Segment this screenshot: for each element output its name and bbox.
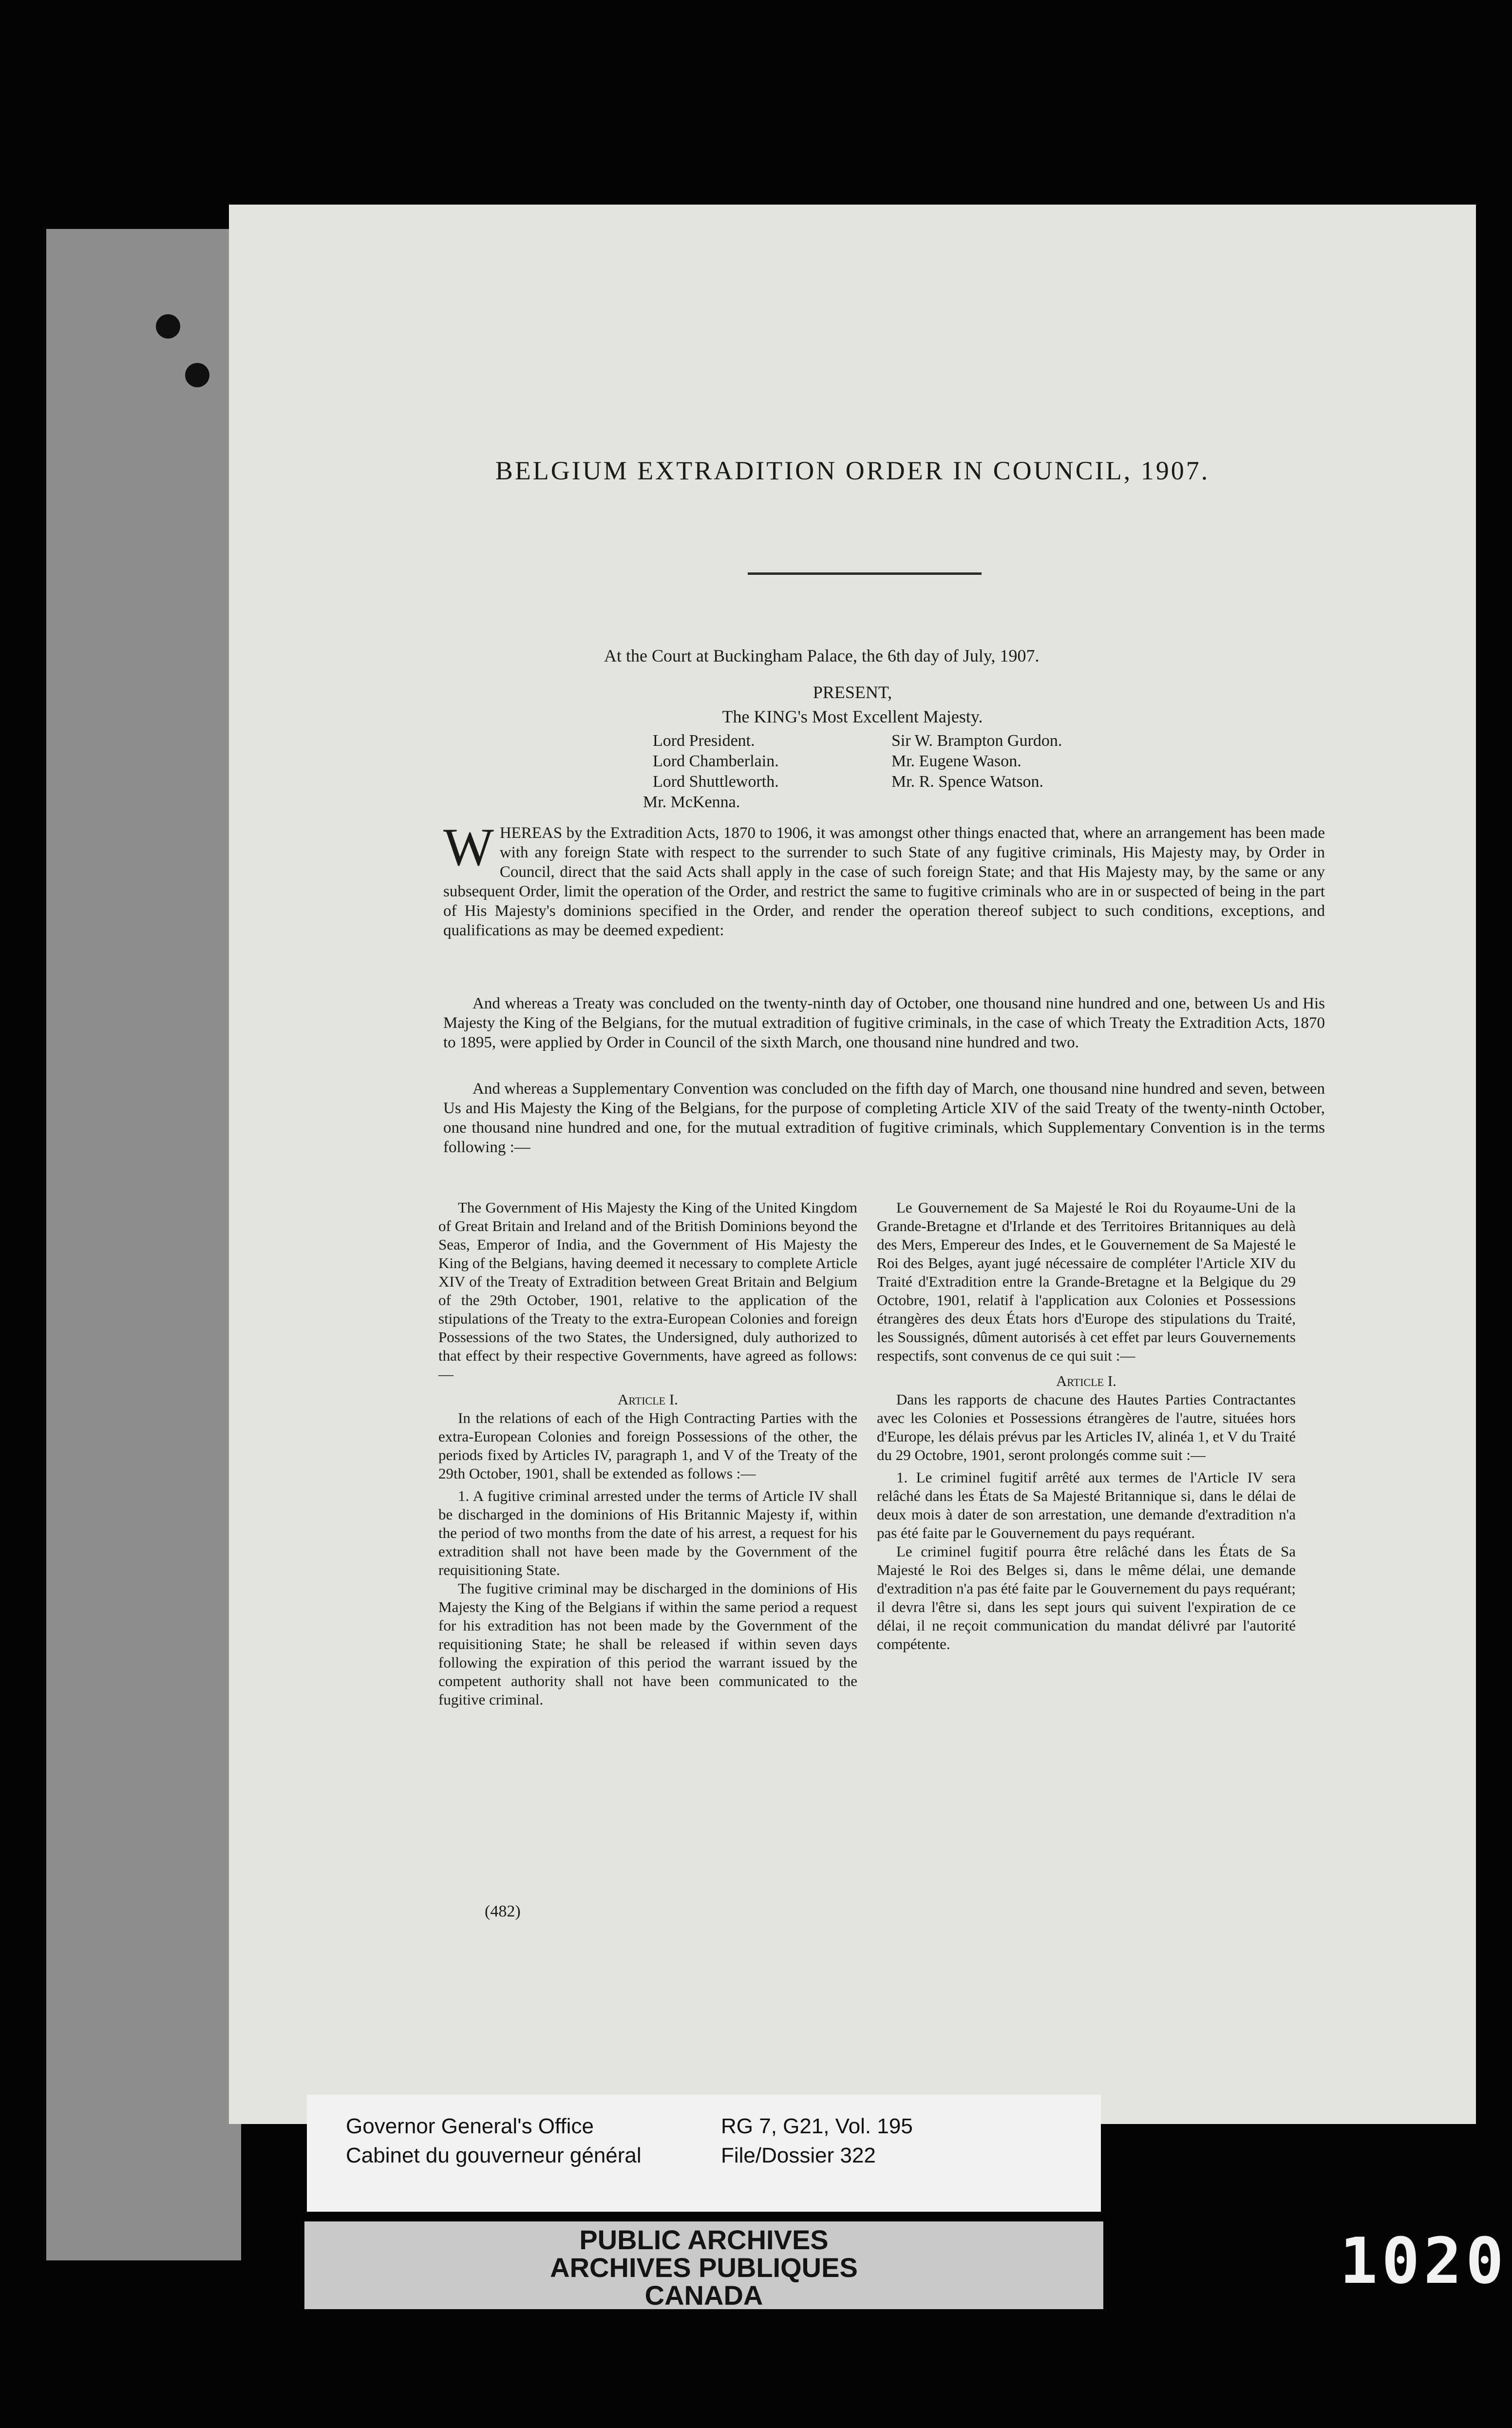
whereas-paragraph-1 bbox=[443, 817, 1325, 940]
punch-hole bbox=[185, 363, 209, 387]
french-clause-2: Le criminel fugitif pourra être relâché dans les États de Sa Majesté le Roi des Belges si, dans le même délai, une demande d'extradition n'a pas été faite par le Gouvernement du pays requérant; il devra l'être si, dans les sept jours qui suivent l'expiration de ce délai, il ne reçoit communication du mandat délivré par l'autorité compétente. bbox=[877, 1543, 1296, 1652]
french-preamble: Le Gouvernement de Sa Majesté le Roi du Royaume-Uni de la Grande-Bretagne et d'Irlande et des Territoires Britanniques au delà des Mers, Empereur des Indes, et le Gouvernement de Sa Majesté le Roi des Belges, ayant jugé nécessaire de compléter l'Article XIV du Traité d'Extradition entre la Grande-Bretagne et la Belgique du 29 Octobre, 1901, relatif à l'application aux Colonies et Possessions étrangères des deux États hors d'Europe des stipulations du Traité, les Soussignés, dûment autorisés à cet effet par leurs Gouvernements respectifs, sont convenus de ce qui suit :— bbox=[877, 1199, 1296, 1364]
council-member: Mr. Eugene Wason. bbox=[891, 752, 1021, 770]
council-member: Lord Shuttleworth. bbox=[653, 773, 779, 791]
french-article-heading: Article I. bbox=[1056, 1372, 1116, 1389]
whereas-paragraph-3: And whereas a Supplementary Convention was concluded on the fifth day of March, one thousand nine hundred and seven, between Us and His Majesty the King of the Belgians, for the purpose of completing Article XIV of the said Treaty of the twenty-ninth October, one thousand nine hundred and one, for the mutual extradition of fugitive criminals, which Supplementary Convention is in the terms following :— bbox=[443, 1080, 1325, 1156]
folder-strip bbox=[46, 229, 241, 2260]
document-page bbox=[229, 205, 1476, 2124]
french-column bbox=[877, 1198, 1296, 1653]
office-french: Cabinet du gouverneur général bbox=[346, 2143, 642, 2167]
archives-stamp bbox=[304, 2221, 1103, 2309]
english-article-intro: In the relations of each of the High Contracting Parties with the extra-European Colonies and foreign Possessions of the other, the periods fixed by Articles IV, paragraph 1, and V of the Treaty of the 29th October, 1901, shall be extended as follows :— bbox=[438, 1409, 857, 1482]
court-line: At the Court at Buckingham Palace, the 6th day of July, 1907. bbox=[604, 646, 1040, 665]
paragraph-text: HEREAS by the Extradition Acts, 1870 to 1906, it was amongst other things enacted that, where an arrangement has been made with any foreign State with respect to the surrender to such State of any fugitive criminals, His Majesty may, by Order in Council, direct that the said Acts shall apply in the case of such foreign State; and that His Majesty may, by the same or any subsequent Order, limit the operation of the Order, and restrict the same to fugitive criminals who are in or suspected of being in the part of His Majesty's dominions specified in the Order, and render the operation thereof subject to such conditions, exceptions, and qualifications as may be deemed expedient: bbox=[443, 824, 1325, 939]
whereas-paragraph-2: And whereas a Treaty was concluded on the twenty-ninth day of October, one thousand nine hundred and one, between Us and His Majesty the King of the Belgians, for the mutual extradition of fugitive criminals, in the case of which Treaty the Extradition Acts, 1870 to 1895, were applied by Order in Council of the sixth March, one thousand nine hundred and two. bbox=[443, 995, 1325, 1051]
stamp-line-1: PUBLIC ARCHIVES bbox=[579, 2224, 829, 2255]
archive-reference: RG 7, G21, Vol. 195 bbox=[721, 2114, 913, 2138]
punch-hole bbox=[156, 314, 180, 339]
majesty-line: The KING's Most Excellent Majesty. bbox=[722, 707, 983, 726]
council-member: Lord Chamberlain. bbox=[653, 752, 779, 770]
council-member: Mr. McKenna. bbox=[643, 793, 740, 811]
archive-file: File/Dossier 322 bbox=[721, 2143, 876, 2167]
council-list-right bbox=[891, 731, 1062, 792]
council-list-left bbox=[643, 731, 779, 813]
stamp-line-3: CANADA bbox=[644, 2280, 763, 2311]
archive-label bbox=[307, 2095, 1101, 2212]
stamp-line-2: ARCHIVES PUBLIQUES bbox=[550, 2252, 858, 2283]
frame-number: 1020 bbox=[1340, 2224, 1508, 2298]
english-column bbox=[438, 1198, 857, 1709]
office-english: Governor General's Office bbox=[346, 2114, 594, 2138]
council-member: Mr. R. Spence Watson. bbox=[891, 773, 1044, 791]
drop-cap: W bbox=[443, 817, 494, 877]
french-clause-1: 1. Le criminel fugitif arrêté aux termes de l'Article IV sera relâché dans les États de Sa Majesté Britannique si, dans le délai de deux mois à dater de son arrestation, une demande d'extradition n'a pas été faite par le Gouvernement du pays requérant. bbox=[877, 1469, 1296, 1541]
page-number: (482) bbox=[485, 1902, 521, 1920]
english-preamble: The Government of His Majesty the King of the United Kingdom of Great Britain and Ireland and of the British Dominions beyond the Seas, Emperor of India, and the Government of His Majesty the King of the Belgians, having deemed it necessary to complete Article XIV of the Treaty of Extradition between Great Britain and Belgium of the 29th October, 1901, relative to the application of the stipulations of the Treaty to the extra-European Colonies and foreign Possessions of the two States, the Undersigned, duly authorized to that effect by their respective Governments, have agreed as follows:— bbox=[438, 1199, 857, 1383]
document-title: BELGIUM EXTRADITION ORDER IN COUNCIL, 1907. bbox=[495, 456, 1210, 485]
present-heading: PRESENT, bbox=[813, 683, 892, 702]
english-clause-2: The fugitive criminal may be discharged in the dominions of His Majesty the King of the Belgians if within the same period a request for his extradition has not been made by the Government of the requisitioning State; he shall be released if within seven days following the expiration of this period the warrant issued by the competent authority shall not have been communicated to the fugitive criminal. bbox=[438, 1580, 857, 1708]
english-clause-1: 1. A fugitive criminal arrested under the terms of Article IV shall be discharged in the dominions of His Britannic Majesty if, within the period of two months from the date of his arrest, a request for his extradition shall not have been made by the Government of the requisitioning State. bbox=[438, 1487, 857, 1578]
english-article-heading: Article I. bbox=[618, 1391, 678, 1408]
title-rule bbox=[748, 572, 982, 575]
french-article-intro: Dans les rapports de chacune des Hautes Parties Contractantes avec les Colonies et Possessions étrangères de l'autre, situées hors d'Europe, les délais prévus par les Articles IV, alinéa 1, et V du Traité du 29 Octobre, 1901, seront prolongés comme suit :— bbox=[877, 1391, 1296, 1463]
council-member: Lord President. bbox=[653, 732, 755, 750]
council-member: Sir W. Brampton Gurdon. bbox=[891, 732, 1062, 750]
